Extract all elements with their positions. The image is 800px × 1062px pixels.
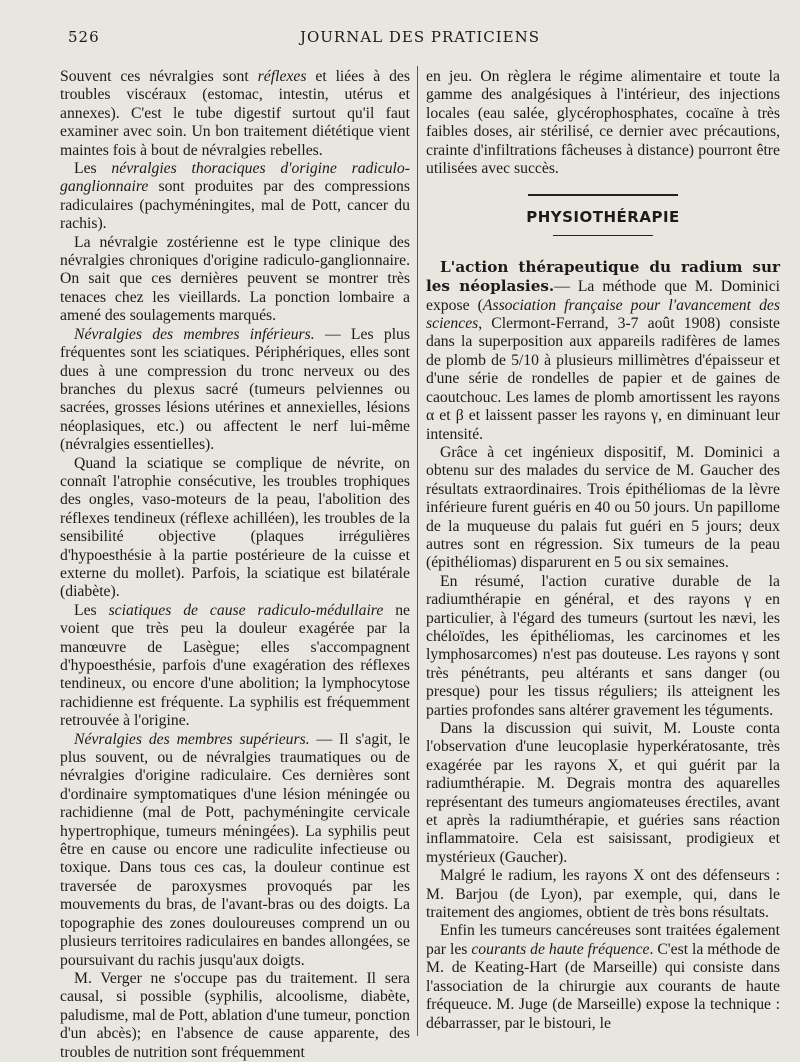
paragraph-summary: En résumé, l'action curative durable de la radiumthérapie en général, et des rayons γ en particulier, à l'égard des tumeurs (surtout les nævi, les chéloïdes, les épithéliomas, les carcinomes et les lymphosarcomes) n'est pas douteuse. Les rayons γ sont très pénétrants, peu altérants et sans danger (ou presque) pour les tissus réguliers; ils atteignent les parties profondes sans altérer gravement les téguments. [426,572,780,719]
paragraph-radiculo-medullary: Les sciatiques de cause radiculo-médullaire ne voient que très peu la douleur exagérée par la manœuvre de Lasègue; elles s'accompagnent d'hypoesthésie, parfois d'une exagération des réflexes tendineux, ou encore d'une abolition; la lymphocytose rachidienne est fréquente. La syphilis est fréquemment retrouvée à l'origine. [60,601,411,730]
paragraph-reflex-neuralgia: Souvent ces névralgies sont réflexes et liées à des troubles viscéraux (estomac, intestin, utérus et annexes). C'est le tube digestif surtout qu'il faut examiner avec soin. Un bon traitement diététique vient maintes fois à bout de névralgies rebelles. [60,68,410,159]
column-divider [417,66,418,1036]
paragraph-thoracic-neuralgia: Les névralgies thoraciques d'origine radiculo-ganglionnaire sont produites par des compressions radiculaires (pachyméningites, mal de Pott, cancer du rachis). [60,160,410,233]
left-column [60,68,410,1062]
paragraph-high-frequency: Enfin les tumeurs cancéreuses sont traitées également par les courants de haute fréquence. C'est la méthode de M. de Keating-Hart (de Marseille) qui consiste dans l'association de la chirurgie aux courants de haute fréqueuce. M. Juge (de Marseille) expose la technique : débarrasser, par le bistouri, le [426,922,780,1032]
paragraph-upper-limbs: Névralgies des membres supérieurs. — Il s'agit, le plus souvent, ou de névralgies traumatiques ou de névralgies d'origine radiculaire. Ces dernières sont d'ordinaire symptomatiques d'une lésion méningée ou rachidienne (mal de Pott, pachyméningite cervicale hypertrophique, tumeurs méningées). La syphilis peut être en cause ou encore une radiculite infectieuse ou toxique. Dans tous ces cas, la douleur continue est traversée de paroxysmes provoqués par les mouvements du bras, de l'avant-bras ou des doigts. La topographie des zones douloureuses comprend un ou plusieurs territoires radiculaires en bandes allongées, se poursuivant du rachis jusqu'aux doigts. [60,730,411,969]
section-rule-top [528,194,678,196]
paragraph-sciatica-neuritis: Quand la sciatique se complique de névrite, on connaît l'atrophie consécutive, les troubles trophiques des ongles, vaso-moteurs de la peau, l'abolition des réflexes tendineux (réflexe achilléen), les troubles de la sensibilité objective (plaques irrégulières d'hypoesthésie à la partie postérieure de la cuisse et externe du mollet). Parfois, la sciatique est bilatérale (diabète). [60,454,410,601]
paragraph-zoster-neuralgia: La névralgie zostérienne est le type clinique des névralgies chroniques d'origine radiculo-ganglionnaire. On sait que ces dernières peuvent se montrer très tenaces chez les vieillards. La ponction lombaire a amené des soulagements marqués. [60,233,410,325]
section-title: PHYSIOTHÉRAPIE [526,208,680,227]
paragraph-treatment: M. Verger ne s'occupe pas du traitement. Il sera causal, si possible (syphilis, alcoolisme, diabète, paludisme, mal de Pott, ablation d'une tumeur, ponction d'un abcès); en l'absence de cause apparente, des troubles de nutrition sont fréquemment [60,969,410,1061]
article-heading: L'action thérapeutique du radium sur les néoplasies. [426,257,780,296]
section-rule-bottom [553,235,653,236]
paragraph-radium-action: L'action thérapeutique du radium sur les néoplasies.— La méthode que M. Dominici expose (Association française pour l'avancement des sciences, Clermont-Ferrand, 3-7 août 1908) consiste dans la superposition aux appareils radifères de lames de plomb de 5/10 à plusieurs millimètres d'épaisseur et d'une série de rondelles de papier et de gaines de caoutchouc. Les lames de plomb amortissent les rayons α et β et laissent passer les rayons γ, en diminuant leur intensité. [426,257,781,443]
paragraph-analgesics: en jeu. On règlera le régime alimentaire et toute la gamme des analgésiques à l'intérieur, des injections locales (eau salée, glycérophosphates, cocaïne à très faibles doses, air stérilisé, ce dernier avec précautions, crainte d'infiltrations fâcheuses à distance) pourront être utilisées avec succès. [426,68,780,178]
paragraph-lower-limbs: Névralgies des membres inférieurs. — Les plus fréquentes sont les sciatiques. Périphériques, elles sont dues à une compression du tronc nerveux ou des branches du plexus sacré (tumeurs pelviennes ou sacrées, grosses lésions utérines et annexielles, lésions néoplasiques, etc.) ou affectent le nerf lui-même (névralgies essentielles). [60,325,410,454]
paragraph-discussion: Dans la discussion qui suivit, M. Louste conta l'observation d'une leucoplasie hyperkératosante, très exagérée par les rayons X, et qui guérit par la radiumthérapie. M. Degrais montra des aquarelles représentant des tumeurs angiomateuses érectiles, avant et après la radiumthérapie, et guéries sans réaction inflammatoire. Cela est saisissant, prodigieux et mystérieux (Gaucher). [426,720,780,866]
page-number: 526 [68,28,100,46]
right-column [426,68,780,1033]
running-head [60,28,780,50]
journal-title: JOURNAL DES PRATICIENS [299,28,541,46]
paragraph-dominici-results: Grâce à cet ingénieux dispositif, M. Dominici a obtenu sur des malades du service de M. Gaucher des résultats extraordinaires. Trois épithéliomas de la lèvre inférieure furent guéris en 40 ou 50 jours. Un papillome de la muqueuse du palais fut guéri en 5 jours; deux autres sont en régression. Six tumeurs de la peau (épithéliomas) disparurent en 5 ou six semaines. [426,443,780,572]
paragraph-x-rays: Malgré le radium, les rayons X ont des défenseurs : M. Barjou (de Lyon), par exemple, qui, dans le traitement des angiomes, obtient de très bons résultats. [426,867,780,922]
